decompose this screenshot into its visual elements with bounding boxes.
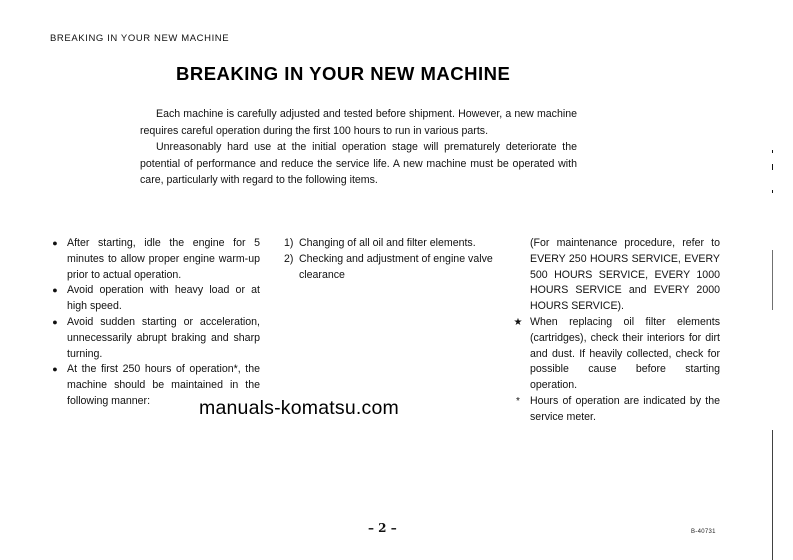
intro-paragraph: Each machine is carefully adjusted and tested before shipment. However, a new machine requires careful operation during the first 100 hours to run in various parts. xyxy=(140,108,577,137)
list-item xyxy=(50,315,260,362)
step-text: Changing of all oil and filter elements. xyxy=(299,237,476,249)
maintenance-steps-list xyxy=(284,236,494,283)
step-number: 1) xyxy=(284,237,294,249)
list-item xyxy=(50,236,260,283)
intro-paragraph: Unreasonably hard use at the initial operation stage will prematurely deteriorate the potential of performance and reduce the service life. A new machine must be operated with care, particularly with regard to the following items. xyxy=(140,141,577,187)
list-item-text: Avoid sudden starting or acceleration, unnecessarily abrupt braking and sharp turning. xyxy=(67,315,260,360)
bullet-dot-icon: ● xyxy=(52,364,58,375)
page-number: – 2 – xyxy=(368,521,397,535)
star-icon: ★ xyxy=(513,316,523,328)
document-code: B-40731 xyxy=(691,529,716,535)
list-item-text: At the first 250 hours of operation*, the machine should be maintained in the following manner: xyxy=(67,363,260,407)
maintenance-steps-column xyxy=(284,236,494,283)
bullet-dot-icon: ● xyxy=(52,285,58,296)
asterisk-icon: * xyxy=(516,395,520,407)
watermark: manuals-komatsu.com xyxy=(199,397,399,419)
step-number: 2) xyxy=(284,252,294,265)
bullet-dot-icon: ● xyxy=(52,238,58,248)
scan-edge-marks xyxy=(771,100,775,560)
step-text: Checking and adjustment of engine valve clearance xyxy=(299,252,493,281)
list-item xyxy=(284,252,494,284)
running-head: BREAKING IN YOUR NEW MACHINE xyxy=(50,33,230,44)
list-item-text: Avoid operation with heavy load or at high speed. xyxy=(67,284,260,313)
list-item xyxy=(284,236,494,252)
precautions-list xyxy=(50,236,260,410)
note-text: Hours of operation are indicated by the service meter. xyxy=(530,394,720,423)
list-item-text: After starting, idle the engine for 5 minutes to allow proper engine warm-up prior to actual operation. xyxy=(67,237,260,281)
note-item xyxy=(513,315,720,394)
bullet-dot-icon: ● xyxy=(52,316,58,327)
service-reference: (For maintenance procedure, refer to EVERY 250 HOURS SERVICE, EVERY 500 HOURS SERVICE, EVERY 1000 HOURS SERVICE and EVERY 2000 HOURS SERVICE). xyxy=(530,237,720,313)
note-item xyxy=(513,394,720,426)
precautions-column xyxy=(50,236,260,410)
intro-text xyxy=(140,106,577,189)
note-text: When replacing oil filter elements (cartridges), check their interiors for dirt and dust. If heavily collected, check for possible cause before starting operation. xyxy=(530,315,720,392)
page-title: BREAKING IN YOUR NEW MACHINE xyxy=(176,63,511,84)
list-item xyxy=(50,283,260,315)
reference-column xyxy=(513,236,720,426)
